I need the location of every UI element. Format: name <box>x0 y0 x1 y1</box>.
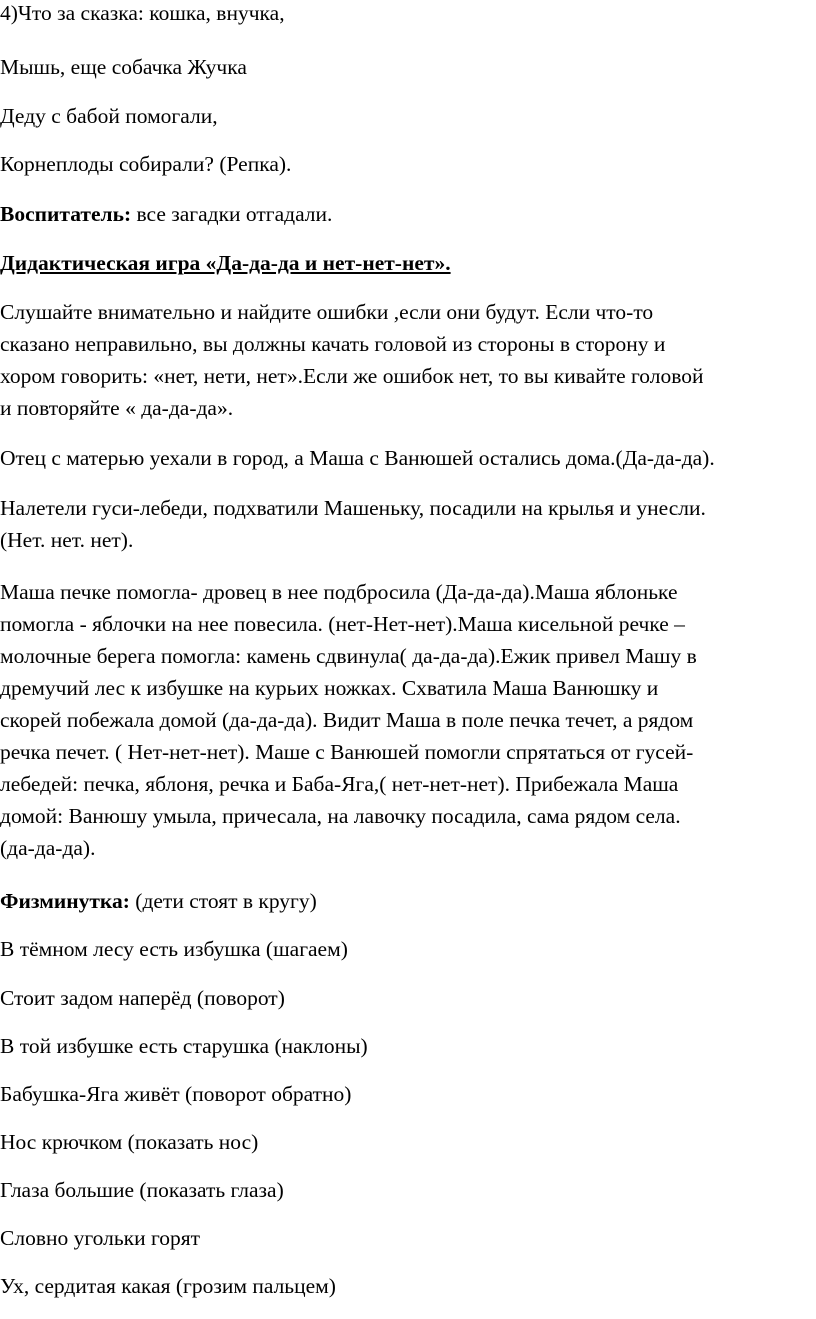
exercise-note: (дети стоят в кругу) <box>129 889 317 913</box>
game-statement-2-line-1: Налетели гуси-лебеди, подхватили Машеньку, посадили на крылья и унесли. <box>0 496 706 520</box>
game-instruction-line-4: и повторяйте « да-да-да». <box>0 396 234 420</box>
game-statement-3-line-7: лебедей: печка, яблоня, речка и Баба-Яга,( нет-нет-нет). Прибежала Маша <box>0 772 679 796</box>
teacher-label: Воспитатель: <box>0 202 132 226</box>
game-statement-3-line-3: молочные берега помогла: камень сдвинула( да-да-да).Ежик привел Машу в <box>0 644 697 668</box>
exercise-heading <box>0 886 317 918</box>
game-instruction-line-3: хором говорить: «нет, нети, нет».Если же ошибок нет, то вы кивайте головой <box>0 364 704 388</box>
game-statement-3-line-2: помогла - яблочки на нее повесила. (нет-Нет-нет).Маша кисельной речке – <box>0 612 685 636</box>
game-statement-3-line-9: (да-да-да). <box>0 836 96 860</box>
game-statement-3-line-1: Маша печке помогла- дровец в нее подбросила (Да-да-да).Маша яблоньке <box>0 580 678 604</box>
exercise-line-2: Стоит задом наперёд (поворот) <box>0 986 285 1010</box>
game-statement-2-line-2: (Нет. нет. нет). <box>0 528 134 552</box>
game-instruction-line-1: Слушайте внимательно и найдите ошибки ,если они будут. Если что-то <box>0 300 654 324</box>
exercise-label: Физминутка: <box>0 889 130 913</box>
teacher-text: все загадки отгадали. <box>131 202 333 226</box>
riddle-line-1: 4)Что за сказка: кошка, внучка, <box>0 1 285 25</box>
game-instruction-line-2: сказано неправильно, вы должны качать головой из стороны в сторону и <box>0 332 666 356</box>
teacher-paragraph <box>0 199 332 231</box>
game-statement-3-line-4: дремучий лес к избушке на курьих ножках. Схватила Маша Ванюшку и <box>0 676 659 700</box>
riddle-line-4: Корнеплоды собирали? (Репка). <box>0 152 292 176</box>
game-statement-3-line-6: речка печет. ( Нет-нет-нет). Маше с Ванюшей помогли спрятаться от гусей- <box>0 740 694 764</box>
game-title: Дидактическая игра «Да-да-да и нет-нет-нет». <box>0 251 451 275</box>
exercise-line-6: Глаза большие (показать глаза) <box>0 1178 284 1202</box>
riddle-line-3: Деду с бабой помогали, <box>0 104 218 128</box>
exercise-line-1: В тёмном лесу есть избушка (шагаем) <box>0 937 348 961</box>
game-statement-3-line-8: домой: Ванюшу умыла, причесала, на лавочку посадила, сама рядом села. <box>0 804 681 828</box>
riddle-line-2: Мышь, еще собачка Жучка <box>0 55 247 79</box>
exercise-line-4: Бабушка-Яга живёт (поворот обратно) <box>0 1082 352 1106</box>
exercise-line-7: Словно угольки горят <box>0 1226 201 1250</box>
exercise-line-8: Ух, сердитая какая (грозим пальцем) <box>0 1274 336 1298</box>
exercise-line-3: В той избушке есть старушка (наклоны) <box>0 1034 368 1058</box>
game-statement-3-line-5: скорей побежала домой (да-да-да). Видит Маша в поле печка течет, а рядом <box>0 708 694 732</box>
exercise-line-5: Нос крючком (показать нос) <box>0 1130 259 1154</box>
game-statement-1: Отец с матерью уехали в город, а Маша с Ванюшей остались дома.(Да-да-да). <box>0 446 715 470</box>
